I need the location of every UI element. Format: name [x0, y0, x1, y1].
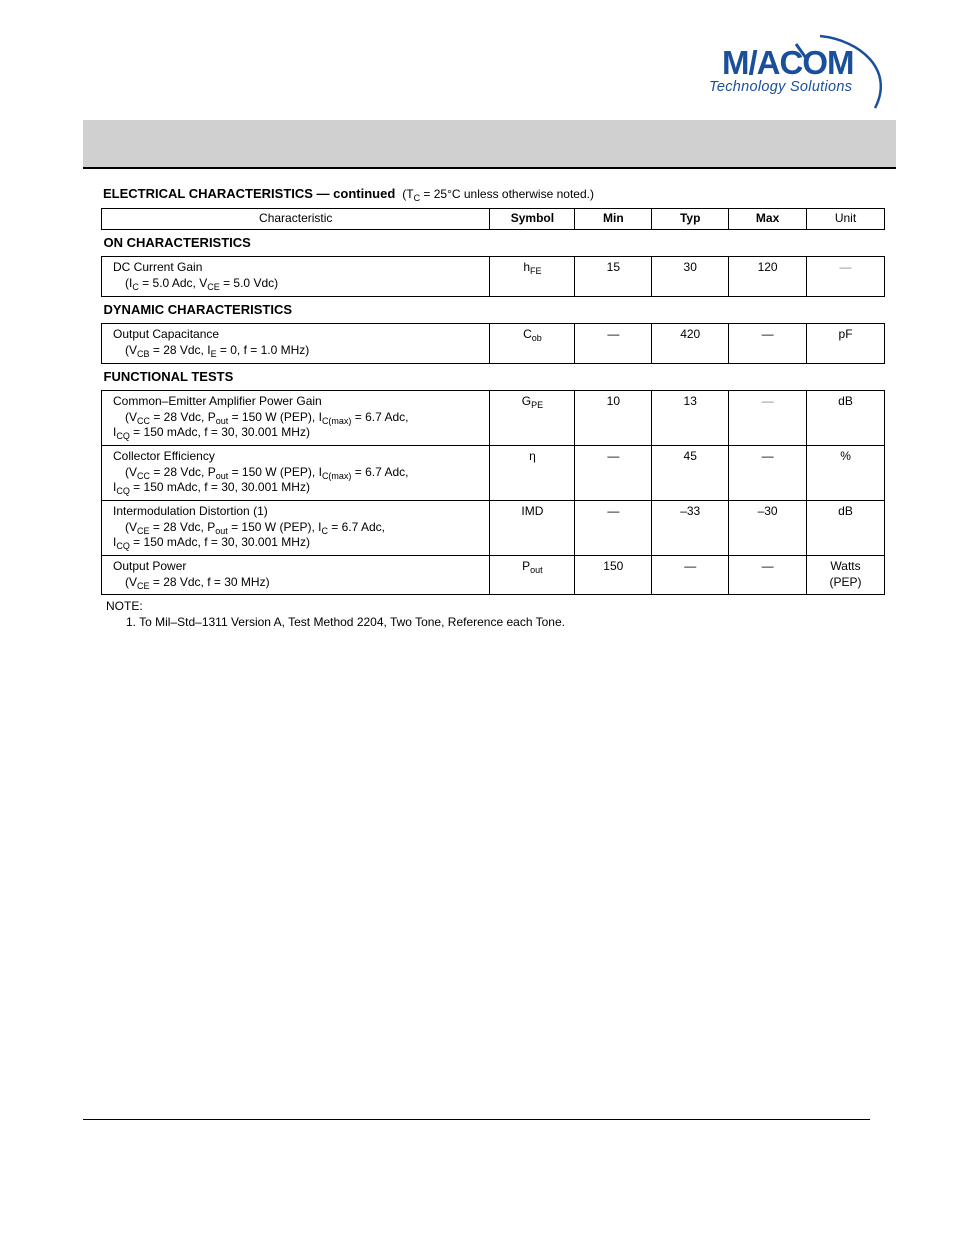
col-header-characteristic: Characteristic [102, 209, 490, 230]
electrical-characteristics-table [101, 208, 885, 595]
min-cell: 150 [575, 556, 652, 595]
table-row [102, 446, 885, 501]
unit-cell: Watts (PEP) [807, 556, 885, 595]
symbol-cell: IMD [490, 501, 575, 556]
characteristic-cell: Intermodulation Distortion (1) ($V_{CE} = 28$ Vdc, $P_{out} = 150$ W (PEP), $I_C = 6.7$ Adc, $I_{CQ} = 150$ mAdc, f = 30, 30.001 MHz) [102, 501, 490, 556]
section-title: ON CHARACTERISTICS [103, 235, 251, 251]
max-cell: 120 [729, 257, 807, 297]
test-condition: ($I_C = 5.0$ Adc, $V_{CE} = 5.0$ Vdc) [125, 275, 279, 292]
characteristic-cell: Common–Emitter Amplifier Power Gain ($V_{CC} = 28$ Vdc, $P_{out} = 150$ W (PEP), $I_{C(max)} = 6.7$ Adc, $I_{CQ} = 150$ mAdc, f = 30, 30.001 MHz) [102, 391, 490, 446]
typ-cell: 420 [652, 324, 729, 364]
test-condition: ($V_{CE} = 28$ Vdc, f = 30 MHz) [125, 574, 270, 591]
note-label: NOTE: [106, 599, 143, 613]
section-row [102, 364, 885, 391]
test-condition: $I_{CQ} = 150$ mAdc, f = 30, 30.001 MHz) [113, 480, 310, 496]
footer-rule [83, 1119, 870, 1120]
typ-cell: 30 [652, 257, 729, 297]
table-row [102, 501, 885, 556]
symbol-cell: $C_{ob}$ [490, 324, 575, 364]
unit-cell: dB [807, 501, 885, 556]
min-cell: — [575, 324, 652, 364]
col-header-max: Max [729, 209, 807, 230]
table-row [102, 257, 885, 297]
typ-cell: — [652, 556, 729, 595]
logo-tagline: Technology Solutions [709, 79, 853, 95]
section-title: FUNCTIONAL TESTS [103, 369, 234, 385]
typ-cell: –33 [652, 501, 729, 556]
heading-title: ELECTRICAL CHARACTERISTICS — continued [103, 186, 396, 201]
characteristic-cell: Output Power ($V_{CE} = 28$ Vdc, f = 30 MHz) [102, 556, 490, 595]
symbol-cell: $h_{FE}$ [490, 257, 575, 297]
min-cell: 15 [575, 257, 652, 297]
symbol-cell: η [490, 446, 575, 501]
note-item: 1. To Mil–Std–1311 Version A, Test Method 2204, Two Tone, Reference each Tone. [126, 615, 565, 629]
symbol-cell: $G_{PE}$ [490, 391, 575, 446]
table-header-row [102, 209, 885, 230]
section-row [102, 297, 885, 324]
table-row [102, 556, 885, 595]
section-row [102, 230, 885, 257]
unit-cell: % [807, 446, 885, 501]
symbol-cell: $P_{out}$ [490, 556, 575, 595]
test-condition: ($V_{CE} = 28$ Vdc, $P_{out} = 150$ W (PEP), $I_C = 6.7$ Adc, [125, 519, 385, 536]
section-title: DYNAMIC CHARACTERISTICS [103, 302, 292, 318]
unit-cell: — [807, 257, 885, 297]
logo-wordmark: M/ACOM [722, 44, 854, 81]
table-row [102, 391, 885, 446]
max-cell: –30 [729, 501, 807, 556]
table-note [106, 598, 565, 630]
test-condition: ($V_{CB} = 28$ Vdc, $I_E = 0$, f = 1.0 MHz) [125, 342, 310, 359]
characteristic-cell: DC Current Gain ($I_C = 5.0$ Adc, $V_{CE} = 5.0$ Vdc) [102, 257, 490, 297]
min-cell: — [575, 446, 652, 501]
table-row [102, 324, 885, 364]
max-cell: — [729, 324, 807, 364]
test-condition: ($V_{CC} = 28$ Vdc, $P_{out} = 150$ W (PEP), $I_{C(max)} = 6.7$ Adc, [125, 409, 409, 426]
min-cell: 10 [575, 391, 652, 446]
typ-cell: 45 [652, 446, 729, 501]
section-heading [103, 186, 594, 201]
header-rule [83, 167, 896, 169]
heading-condition: ($T_C = 25^\circ C$ unless otherwise noted.) [402, 187, 594, 203]
unit-cell: dB [807, 391, 885, 446]
max-cell: — [729, 556, 807, 595]
col-header-typ: Typ [652, 209, 729, 230]
test-condition: $I_{CQ} = 150$ mAdc, f = 30, 30.001 MHz) [113, 535, 310, 551]
typ-cell: 13 [652, 391, 729, 446]
col-header-symbol: Symbol [490, 209, 575, 230]
min-cell: — [575, 501, 652, 556]
test-condition: ($V_{CC} = 28$ Vdc, $P_{out} = 150$ W (PEP), $I_{C(max)} = 6.7$ Adc, [125, 464, 409, 481]
characteristic-cell: Output Capacitance ($V_{CB} = 28$ Vdc, $I_E = 0$, f = 1.0 MHz) [102, 324, 490, 364]
max-cell: — [729, 446, 807, 501]
test-condition: $I_{CQ} = 150$ mAdc, f = 30, 30.001 MHz) [113, 425, 310, 441]
max-cell: — [729, 391, 807, 446]
unit-cell: pF [807, 324, 885, 364]
col-header-min: Min [575, 209, 652, 230]
characteristic-cell: Collector Efficiency ($V_{CC} = 28$ Vdc, $P_{out} = 150$ W (PEP), $I_{C(max)} = 6.7$ Adc, $I_{CQ} = 150$ mAdc, f = 30, 30.001 MHz) [102, 446, 490, 501]
col-header-unit: Unit [807, 209, 885, 230]
header-band [83, 120, 896, 167]
